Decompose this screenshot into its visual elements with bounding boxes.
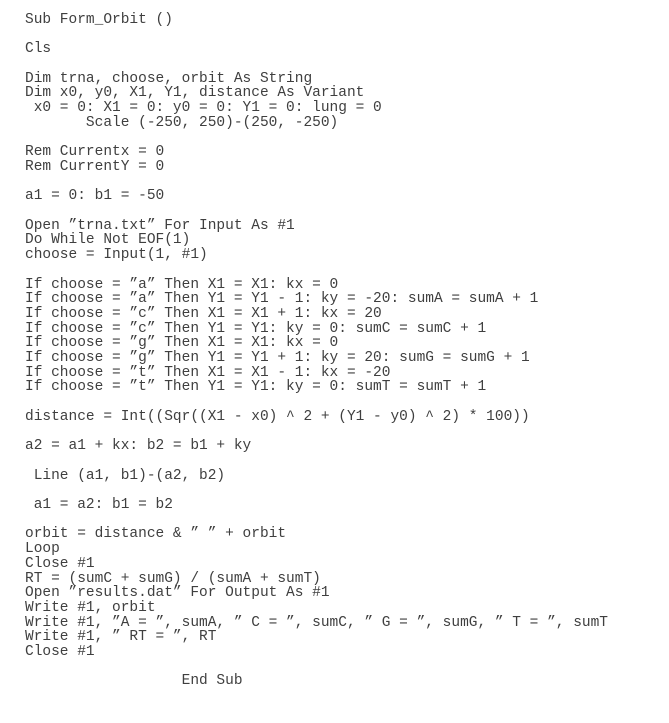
code-line — [25, 425, 669, 440]
code-line: Cls — [25, 41, 52, 58]
code-line: Sub Form_Orbit () — [25, 12, 173, 28]
code-line — [25, 513, 669, 528]
code-line: a1 = 0: b1 = -50 — [25, 188, 165, 205]
code-line: Dim x0, y0, X1, Y1, distance As Variant — [25, 85, 365, 102]
code-line: a1 = a2: b1 = b2 — [25, 497, 173, 514]
code-line: Loop — [25, 541, 60, 558]
code-line: If choose = ”g” Then Y1 = Y1 + 1: ky = 20: sumG = sumG + 1 — [25, 350, 530, 367]
code-line — [25, 204, 669, 219]
code-line: Open ”trna.txt” For Input As #1 — [25, 217, 295, 234]
code-line: If choose = ”g” Then X1 = X1: kx = 0 — [25, 335, 339, 352]
code-line: End Sub — [25, 673, 243, 690]
code-line: RT = (sumC + sumG) / (sumA + sumT) — [25, 570, 321, 587]
code-line: a2 = a1 + kx: b2 = b1 + ky — [25, 438, 252, 455]
code-line — [25, 483, 669, 498]
code-line: Open ”results.dat” For Output As #1 — [25, 585, 330, 602]
code-line: orbit = distance & ” ” + orbit — [25, 526, 287, 543]
code-line: Scale (-250, 250)-(250, -250) — [25, 114, 339, 131]
code-line — [25, 263, 669, 278]
code-line — [25, 28, 669, 43]
code-line: Write #1, ”A = ”, sumA, ” C = ”, sumC, ” G = ”, sumG, ” T = ”, sumT — [25, 614, 608, 631]
code-line: Close #1 — [25, 644, 95, 661]
code-line: x0 = 0: X1 = 0: y0 = 0: Y1 = 0: lung = 0 — [25, 100, 382, 117]
code-line: If choose = ”c” Then X1 = X1 + 1: kx = 20 — [25, 305, 382, 322]
code-line: Rem Currentx = 0 — [25, 144, 165, 161]
code-line: Line (a1, b1)-(a2, b2) — [25, 467, 226, 484]
code-line — [25, 660, 669, 675]
code-line: If choose = ”c” Then Y1 = Y1: ky = 0: sumC = sumC + 1 — [25, 320, 487, 337]
code-line: Write #1, ” RT = ”, RT — [25, 629, 217, 646]
code-line — [25, 57, 669, 72]
code-line: Close #1 — [25, 555, 95, 572]
code-line: If choose = ”t” Then Y1 = Y1: ky = 0: sumT = sumT + 1 — [25, 379, 487, 396]
code-line: Do While Not EOF(1) — [25, 232, 191, 249]
code-line — [25, 175, 669, 190]
code-line: If choose = ”a” Then Y1 = Y1 - 1: ky = -20: sumA = sumA + 1 — [25, 291, 539, 308]
code-line: Write #1, orbit — [25, 599, 156, 616]
code-line: If choose = ”a” Then X1 = X1: kx = 0 — [25, 276, 339, 293]
code-line: choose = Input(1, #1) — [25, 247, 208, 264]
code-line — [25, 395, 669, 410]
code-line: Dim trna, choose, orbit As String — [25, 70, 313, 87]
code-line: Rem CurrentY = 0 — [25, 158, 165, 175]
code-line — [25, 454, 669, 469]
code-line — [25, 131, 669, 146]
code-line: distance = Int((Sqr((X1 - x0) ^ 2 + (Y1 - y0) ^ 2) * 100)) — [25, 408, 530, 425]
code-line: If choose = ”t” Then X1 = X1 - 1: kx = -20 — [25, 364, 391, 381]
